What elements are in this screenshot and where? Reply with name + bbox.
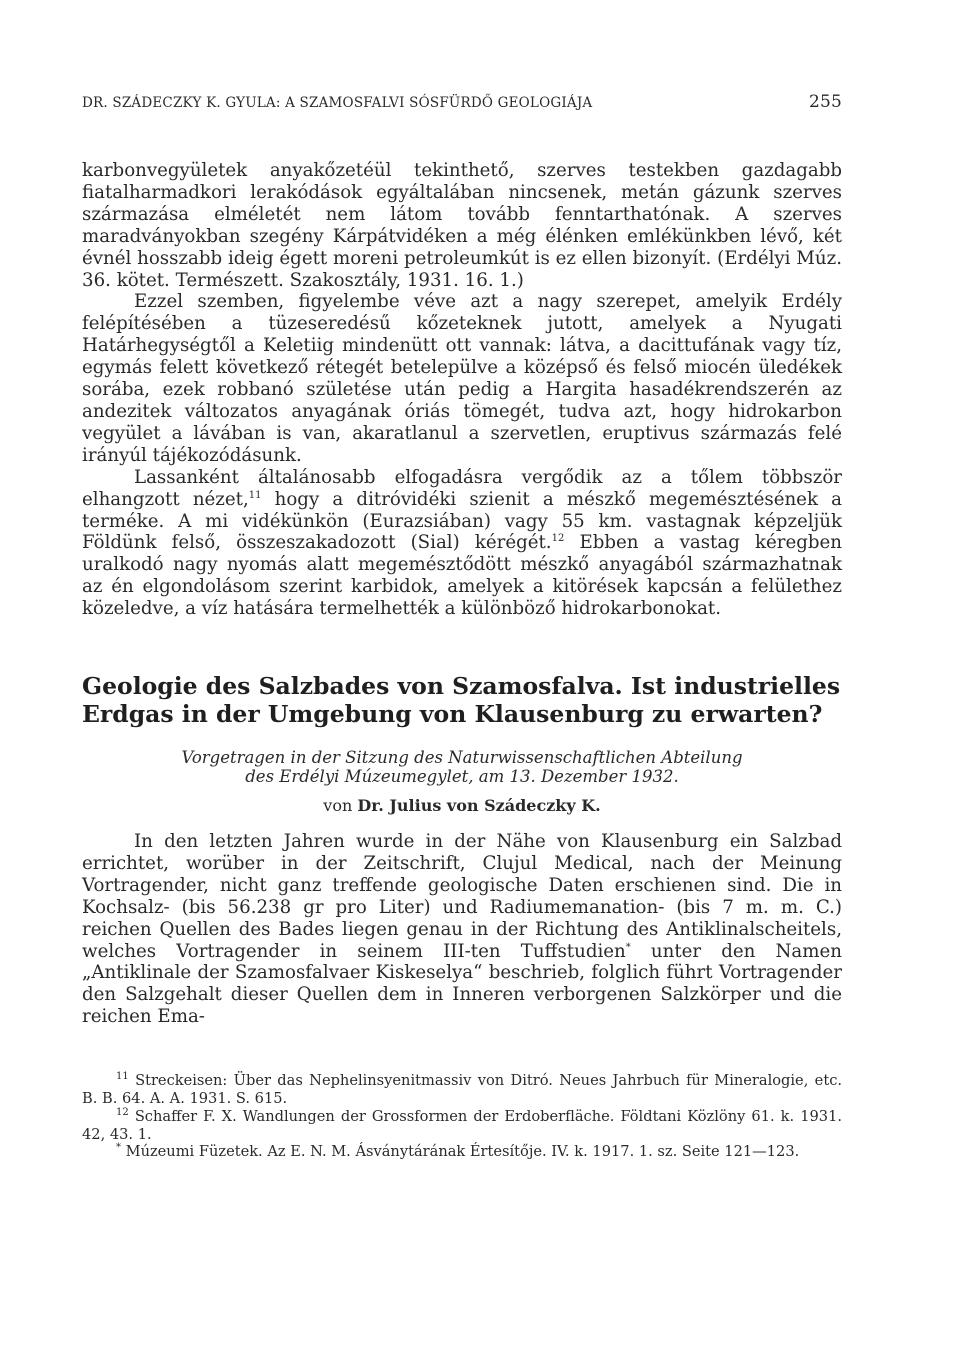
author-name: Dr. Julius von Szádeczky K. — [357, 796, 601, 816]
footnote-ref-12[interactable]: 12 — [551, 533, 565, 545]
paragraph-text: Ebben a vastag kéregben uralkodó nagy nyomás alatt megemésztődött mészkő anyagából származhatnak az én elgondolásom szerint karbidok, amelyek a kitörések kapcsán a felülethez közeledve, a víz hatására termelhették a különböző hidrokarbonokat. — [82, 532, 842, 620]
paragraph-text: Lassanként általánosabb elfogadásra vergődik az a tőlem többször elhangzott nézet, — [82, 466, 842, 510]
footnotes — [82, 1072, 842, 1161]
footnote — [82, 1143, 842, 1161]
footnote-text: Streckeisen: Über das Nephelinsyenitmassiv von Ditró. Neues Jahrbuch für Mineralogie, etc. B. B. 64. A. A. 1931. S. 615. — [82, 1072, 842, 1107]
paragraph-continuation: karbonvegyületek anyakőzetéül tekinthető, szerves testekben gazdagabb fiatalharmadkori lerakódások egyáltalában nincsenek, metán gázunk szerves származása elméletét nem látom tovább fenntarthatónak. A szerves maradványokban szegény Kárpátvidéken a még élénken emlékünkben lévő, két évnél hosszabb ideig égett moreni petroleumkút is ez ellen bizonyít. (Erdélyi Múz. 36. kötet. Természett. Szakosztály, 1931. 16. 1.) — [82, 160, 842, 291]
footnote-mark: 12 — [116, 1106, 129, 1118]
paragraph-with-footnote-ref — [82, 831, 842, 1028]
paragraph-text: In den letzten Jahren wurde in der Nähe von Klausenburg ein Salzbad errichtet, worüber in der Zeitschrift, Clujul Medical, nach der Meinung Vortragender, nicht ganz treffende geologische Daten erschienen sind. Die in Kochsalz- (bis 56.238 gr pro Liter) und Radiumemanation- (bis 7 m. m. C.) reichen Quellen des Bades liegen genau in der Richtung des Antiklinalscheitels, welches Vortragender in seinem III-ten Tuffstudien — [82, 831, 842, 962]
running-title: DR. SZÁDECZKY K. GYULA: A SZAMOSFALVI SÓSFÜRDŐ GEOLOGIÁJA — [82, 95, 593, 111]
page-number: 255 — [808, 92, 842, 112]
footnote-mark: 11 — [116, 1071, 129, 1083]
paragraph-text: unter den Namen „Antiklinale der Szamosfalvaer Kiskeselya“ beschrieb, folglich führt Vortragender den Salzgehalt dieser Quellen dem in Inneren verborgenen Salzkörper und die reichen Ema- — [82, 940, 842, 1028]
footnote-ref-star[interactable]: * — [625, 941, 631, 953]
footnote-text: Schaffer F. X. Wandlungen der Grossformen der Erdoberfläche. Földtani Közlöny 61. k. 1931. 42, 43. 1. — [82, 1107, 843, 1143]
german-text — [82, 831, 842, 1028]
article-title: Geologie des Salzbades von Szamosfalva. Ist industrielles Erdgas in der Umgebung von Klausenburg zu erwarten? — [82, 672, 841, 729]
footnote — [82, 1108, 842, 1144]
paragraph-text: hogy a ditróvidéki szienit a mészkő megemésztésének a terméke. A mi vidékünkön (Eurazsiában) vagy 55 km. vastagnak képzeljük Földünk felső, összeszakadozott (Sial) kérégét. — [82, 488, 842, 554]
document-page — [82, 92, 842, 1161]
running-head — [82, 92, 842, 112]
footnote-ref-11[interactable]: 11 — [248, 489, 262, 501]
footnote-mark: * — [116, 1142, 121, 1154]
paragraph-with-footnote-refs — [82, 467, 842, 620]
hungarian-text — [82, 160, 842, 620]
author-prefix: von — [323, 796, 353, 816]
footnote — [82, 1072, 842, 1108]
paragraph: Ezzel szemben, figyelembe véve azt a nagy szerepet, amelyik Erdély felépítésében a tüzeseredésű kőzeteknek jutott, amelyek a Nyugati Határhegységtől a Keletiig mindenütt ott vannak: látva, a dacittufának vagy tíz, egymás felett következő rétegét betelepülve a középső és felső miocén üledékek sorába, ezek robbanó születése után pedig a Hargita hasadékrendszerén az andezitek változatos anyagának óriás tömegét, tudva azt, hogy hidrokarbon vegyület a lávában is van, akaratlanul a szervetlen, eruptivus származás felé irányúl tájékozódásunk. — [82, 291, 842, 466]
footnote-text: Múzeumi Füzetek. Az E. N. M. Ásványtárának Értesítője. IV. k. 1917. 1. sz. Seite 121—123. — [125, 1143, 800, 1161]
presented-note-line-1: Vorgetragen in der Sitzung des Naturwissenschaftlichen Abteilung — [181, 748, 743, 768]
presented-note-line-2: des Erdélyi Múzeumegylet, am 13. Dezember 1932. — [245, 767, 679, 787]
author-line — [82, 796, 842, 815]
